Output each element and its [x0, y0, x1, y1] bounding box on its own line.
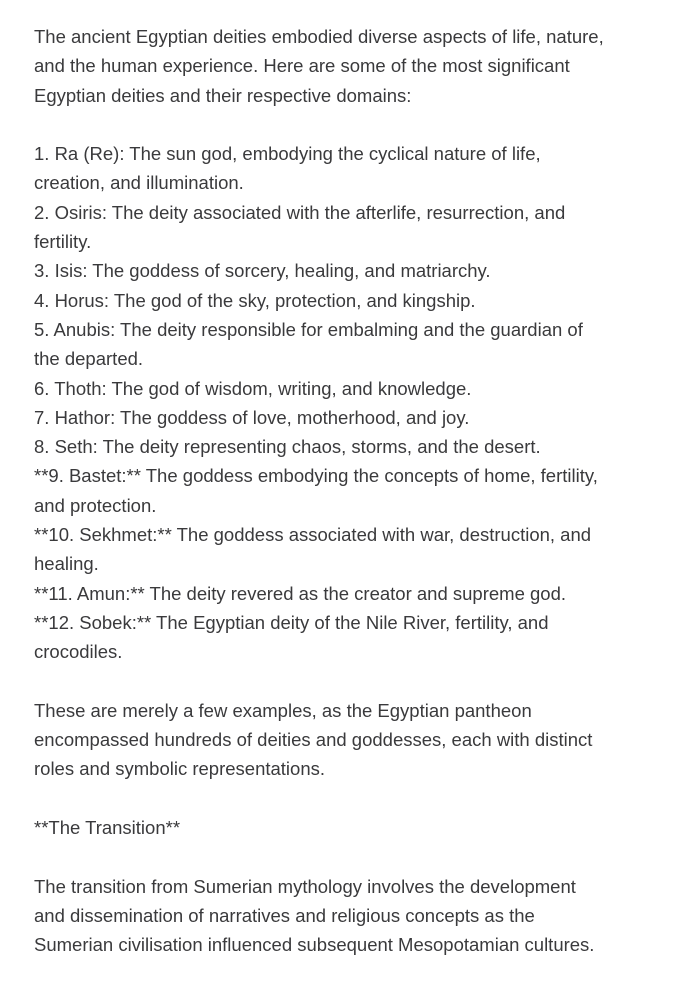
summary-paragraph	[34, 696, 674, 784]
list-item: 2. Osiris: The deity associated with the afterlife, resurrection, and	[34, 201, 566, 223]
text-line: The ancient Egyptian deities embodied diverse aspects of life, nature,	[34, 26, 604, 47]
list-item: and protection.	[34, 494, 157, 516]
transition-paragraph	[34, 872, 674, 960]
list-item: crocodiles.	[34, 641, 123, 663]
paragraph-spacer	[34, 667, 674, 696]
list-item: 6. Thoth: The god of wisdom, writing, and knowledge.	[34, 377, 472, 399]
list-item: the departed.	[34, 348, 144, 370]
list-item: 4. Horus: The god of the sky, protection, and kingship.	[34, 289, 476, 311]
text-line: The transition from Sumerian mythology involves the development	[34, 875, 576, 897]
text-line: These are merely a few examples, as the Egyptian pantheon	[34, 699, 532, 721]
list-item: 1. Ra (Re): The sun god, embodying the cyclical nature of life,	[34, 143, 541, 165]
text-line: and the human experience. Here are some of the most significant	[34, 55, 570, 77]
list-item: **11. Amun:** The deity revered as the creator and supreme god.	[34, 582, 567, 604]
paragraph-spacer	[34, 784, 674, 813]
list-item: **12. Sobek:** The Egyptian deity of the Nile River, fertility, and	[34, 611, 549, 633]
deity-list	[34, 139, 674, 666]
list-item: **10. Sekhmet:** The goddess associated with war, destruction, and	[34, 524, 592, 546]
text-line: encompassed hundreds of deities and goddesses, each with distinct	[34, 729, 593, 751]
text-line: and dissemination of narratives and religious concepts as the	[34, 904, 535, 926]
text-line: roles and symbolic representations.	[34, 758, 326, 780]
intro-paragraph	[34, 22, 674, 110]
list-item: 8. Seth: The deity representing chaos, storms, and the desert.	[34, 436, 541, 458]
section-heading-text: **The Transition**	[34, 817, 181, 839]
list-item: 7. Hathor: The goddess of love, motherhood, and joy.	[34, 406, 470, 428]
text-line: Egyptian deities and their respective domains:	[34, 84, 412, 106]
list-item: **9. Bastet:** The goddess embodying the concepts of home, fertility,	[34, 465, 598, 487]
text-line: Sumerian civilisation influenced subsequent Mesopotamian cultures.	[34, 934, 595, 956]
list-item: fertility.	[34, 231, 92, 253]
document-body	[34, 22, 674, 960]
paragraph-spacer	[34, 842, 674, 871]
paragraph-spacer	[34, 110, 674, 139]
section-heading	[34, 813, 674, 842]
list-item: 5. Anubis: The deity responsible for embalming and the guardian of	[34, 318, 583, 340]
list-item: 3. Isis: The goddess of sorcery, healing, and matriarchy.	[34, 260, 491, 282]
list-item: creation, and illumination.	[34, 172, 244, 194]
list-item: healing.	[34, 553, 99, 575]
